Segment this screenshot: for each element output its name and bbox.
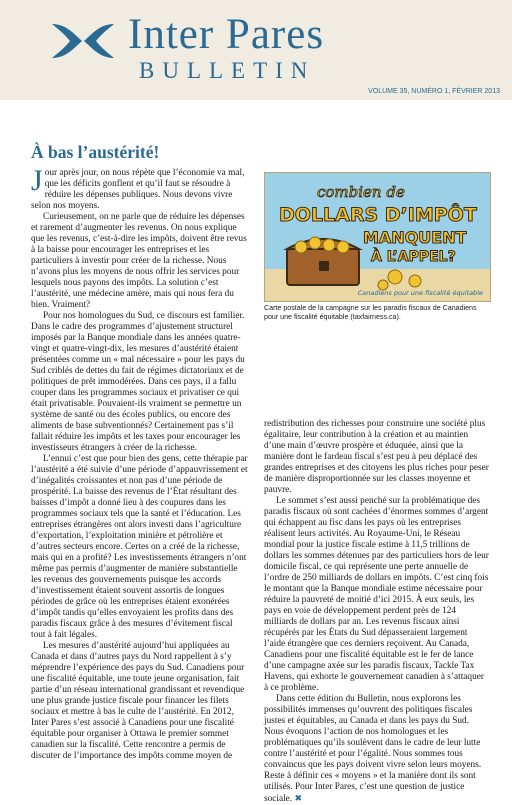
paragraph-text: Dans cette édition du Bulletin, nous explorons les possibilités immenses qu’ouvrent des politiques fiscales justes et équitables, au Canada et dans les pays du Sud. Nous évoquons l’action de nos homologues et les problématiques qu’ils soulèvent dans le cadre de leur lutte contre l’austérité et pour l’égalité. Nous sommes tous convaincus que les pays doivent vivre selon leurs moyens. Reste à définir ces « moyens » et la manière dont ils sont utilisés. Pour Inter Pares, c’est une question de justice sociale. — [264, 694, 482, 804]
masthead-subtitle: BULLETIN — [139, 58, 316, 83]
postcard-illustration — [265, 173, 490, 301]
article-paragraph: redistribution des richesses pour construire une société plus égalitaire, leur contribution à la création et au maintien d’une main d’œuvre prospère et éduquée, ainsi que la manière dont le fardeau fiscal s’est peu à peu déplacé des grandes entreprises et des citoyens les plus riches pour peser de manière disproportionnée sur les classes moyenne et pauvre. — [264, 419, 489, 495]
postcard-line4: À L’APPEL? — [371, 249, 456, 265]
article-headline: À bas l’austérité! — [31, 142, 160, 162]
article-paragraph: Les mesures d’austérité aujourd’hui appliquées au Canada et dans d’autres pays du Nord rappellent à s’y méprendre l’expérience des pays du Sud. Canadiens pour une fiscalité équitable, une toute jeune organisation, fait partie d’un réseau international grandissant et revendique une plus grande justice fiscale pour financer les filets sociaux et mettre à bas le culte de l’austérité. En 2012, Inter Pares s’est associé à Canadiens pour une fiscalité équitable pour organiser à Ottawa le premier sommet canadien sur la fiscalité. Cette rencontre a permis de discuter de l’importance des impôts comme moyen de — [31, 641, 245, 761]
article-paragraph: Curieusement, on ne parle que de réduire les dépenses et rarement d’augmenter les revenus. On nous explique que les revenus, c’est-à-dire les impôts, doivent être revus à la baisse pour encourager les entreprises et les particuliers à investir pour créer de la richesse. Nous n’avons plus les moyens de nous offrir les services pour lesquels nous payons des impôts. La solution c’est l’austérité, une médecine amère, mais qui nous fera du bien. Vraiment? — [31, 212, 247, 310]
paragraph-text: our après jour, on nous répète que l’économie va mal, que les déficits gonflent et qu’il faut se résoudre à réduire les dépenses publiques. Nous devons vivre selon nos moyens. — [31, 168, 245, 211]
inter-pares-logo — [48, 16, 118, 66]
postcard-line2: DOLLARS D’IMPÔT — [279, 204, 477, 226]
postcard-line1: combien de — [317, 183, 405, 201]
article-column-right — [264, 419, 489, 805]
treasure-chest-icon — [287, 237, 359, 285]
article-column-left — [31, 164, 249, 762]
article-paragraph — [264, 694, 489, 805]
end-mark-icon: ✖ — [294, 793, 303, 803]
article-paragraph: Pour nos homologues du Sud, ce discours est familier. Dans le cadre des programmes d’ajustement structurel imposés par la Banque mondiale dans les années quatre-vingt et quatre-vingt-dix, les mesures d’austérité étaient présentées comme un « mal nécessaire » pour les pays du Sud criblés de dettes du fait de régimes dictatoriaux et de politiques de prêt immodérées. Dans ces pays, il a fallu couper dans les programmes sociaux et privatiser ce qui était privatisable. Pouvaient-ils vraiment se permettre un système de santé ou des écoles publics, ou encore des aliments de base subventionnés? Certainement pas s’il fallait réduire les impôts et les taxes pour encourager les investisseurs étrangers à créer de la richesse. — [31, 311, 245, 453]
masthead — [0, 0, 512, 100]
article-paragraph: L’ennui c’est que pour bien des gens, cette thérapie par l’austérité a été suivie d’une période d’appauvrissement et d’inégalités croissantes et non pas d’une période de prospérité. La baisse des revenus de l’État résultant des baisses d’impôt a donné lieu à des coupures dans les programmes sociaux tels que la santé et l’éducation. Les entreprises étrangères ont alors investi dans l’agriculture d’exportation, l’exploitation minière et pétrolière et d’autres secteurs encore. Certes on a créé de la richesse, mais qui en a profité? Les investissements étrangers n’ont même pas permis d’augmenter de manière substantielle les revenus des gouvernements puisque les accords d’investissement étaient souvent assortis de longues périodes de grâce où les entreprises étaient exonérées d’impôt tandis qu’elles envoyaient les profits dans des paradis fiscaux grâce à des mesures d’évitement fiscal tout à fait légales. — [31, 454, 248, 640]
postcard-line3: MANQUENT — [363, 228, 467, 247]
article-paragraph — [31, 164, 249, 212]
issue-info: VOLUME 35, NUMÉRO 1, FÉVRIER 2013 — [368, 88, 500, 95]
postcard-footer: Canadiens pour une fiscalité équitable — [357, 289, 483, 297]
masthead-title: Inter Pares — [128, 11, 325, 58]
postcard-caption: Carte postale de la campagne sur les paradis fiscaux de Canadiens pour une fiscalité équitable (taxfairness.ca). — [264, 304, 477, 321]
article-paragraph: Le sommet s’est aussi penché sur la problématique des paradis fiscaux où sont cachées d’énormes sommes d’argent qui échappent au fisc dans les pays où les entreprises réalisent leurs activités. Au Royaume-Uni, le Réseau mondial pour la justice fiscale estime à 11,5 trillions de dollars les sommes détenues par des particuliers hors de leur domicile fiscal, ce qui représente une perte annuelle de l’ordre de 250 milliards de dollars en impôts. C’est cinq fois le montant que la Banque mondiale estime nécessaire pour réduire la pauvreté de moitié d’ici 2015. À eux seuls, les pays en voie de développement perdent près de 124 milliards de dollars par an. Les revenus fiscaux ainsi récupérés par les États du Sud dépasseraient largement l’aide étrangère que ces derniers reçoivent. Au Canada, Canadiens pour une fiscalité équitable est le fer de lance d’une campagne axée sur les paradis fiscaux, Tackle Tax Havens, qui exhorte le gouvernement canadien à s’attaquer à ce problème. — [264, 496, 489, 693]
drop-cap: J — [31, 164, 43, 197]
campaign-postcard-image — [264, 172, 491, 302]
